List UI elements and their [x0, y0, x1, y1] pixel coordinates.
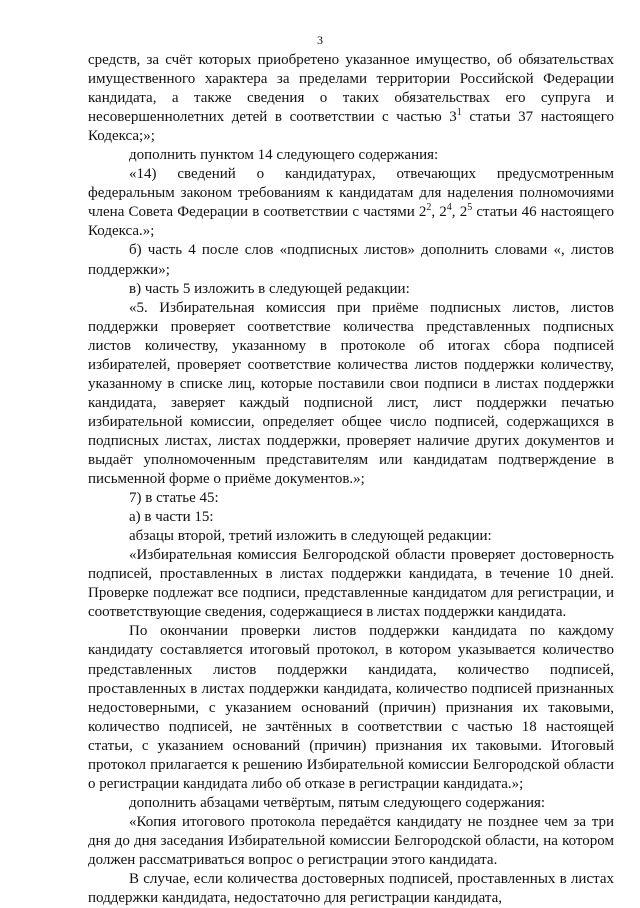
paragraph — [88, 280, 614, 299]
superscript: 4 — [446, 202, 452, 214]
text-run: дополнить пунктом 14 следующего содержания: — [129, 147, 439, 164]
paragraph — [88, 165, 614, 241]
text-run: В случае, если количества достоверных подписей, проставленных в листах поддержки кандидата, недостаточно для регистрации кандидата, — [88, 871, 614, 907]
paragraph — [88, 241, 614, 279]
text-run: «Избирательная комиссия Белгородской области проверяет достоверность подписей, проставленных в листах поддержки кандидата, в течение 10 дней. Проверке подлежат все подписи, представленные кандидатом для регистрации, и соответствующие сведения, содержащиеся в листах поддержки кандидата. — [88, 547, 614, 621]
text-run: «14) сведений о кандидатурах, отвечающих предусмотренным федеральным законом требованиям к кандидатам для наделения полномочиями члена Совета Федерации в соответствии с частями 2 — [88, 166, 614, 221]
superscript: 2 — [426, 202, 432, 214]
text-run: б) часть 4 после слов «подписных листов» дополнить словами «, листов поддержки»; — [88, 242, 614, 278]
text-run: , 2 — [451, 204, 468, 221]
text-run: , 2 — [431, 204, 447, 221]
text-run: а) в части 15: — [129, 509, 214, 526]
paragraph — [88, 51, 614, 146]
text-run: абзацы второй, третий изложить в следующей редакции: — [129, 528, 492, 545]
paragraph — [88, 527, 614, 546]
text-run: «Копия итогового протокола передаётся кандидату не позднее чем за три дня до дня заседания Избирательной комиссии Белгородской области, на котором должен рассматриваться вопрос о регистрации этого кандидата. — [88, 813, 614, 868]
paragraph — [88, 870, 614, 908]
text-run: По окончании проверки листов поддержки кандидата по каждому кандидату составляется итоговый протокол, в котором указывается количество представленных листов поддержки кандидата, количество подписей, проставленных в листах поддержки кандидата, количество подписей признанных недостоверными, с указанием оснований (причин) признания их таковыми, количество подписей, не зачтённых в соответствии с частью 18 настоящей статьи, с указанием оснований (причин) признания их таковыми. Итоговый протокол прилагается к решению Избирательной комиссии Белгородской области о регистрации кандидата либо об отказе в регистрации кандидата.»; — [88, 623, 614, 792]
paragraph — [88, 489, 614, 508]
text-run: статьи 46 настоящего Кодекса.»; — [88, 204, 615, 240]
paragraph — [88, 546, 614, 622]
paragraph — [88, 813, 614, 870]
paragraph — [88, 508, 614, 527]
text-run: 7) в статье 45: — [129, 490, 219, 507]
paragraph — [88, 299, 614, 489]
text-run: дополнить абзацами четвёртым, пятым следующего содержания: — [129, 794, 546, 811]
body-text — [88, 51, 614, 908]
superscript: 1 — [456, 107, 462, 119]
text-run: статьи 37 настоящего Кодекса;»; — [88, 109, 614, 145]
text-run: «5. Избирательная комиссия при приёме подписных листов, листов поддержки проверяет соответствие количества представленных подписных листов количеству, указанному в протоколе об итогах сбора подписей избирателей, проверяет соответствие количества листов поддержки количеству, указанному в списке лиц, которые поставили свои подписи в листах поддержки кандидата, заверяет каждый подписной лист, лист поддержки печатью избирательной комиссии, определяет общее число подписей, содержащихся в подписных листах, листах поддержки, проверяет наличие других документов и выдаёт уполномоченным представителям или кандидатам подтверждение в письменной форме о приёме документов.»; — [88, 299, 614, 488]
superscript: 5 — [467, 202, 473, 214]
paragraph — [88, 622, 614, 793]
text-run: средств, за счёт которых приобретено указанное имущество, об обязательствах имущественного характера за пределами территории Российской Федерации кандидата, а также сведения о таких обязательствах его супруга и несовершеннолетних детей в соответствии с частью 3 — [88, 52, 614, 126]
text-run: в) часть 5 изложить в следующей редакции: — [129, 280, 410, 297]
paragraph — [88, 146, 614, 165]
page-number: 3 — [317, 33, 323, 47]
paragraph — [88, 794, 614, 813]
